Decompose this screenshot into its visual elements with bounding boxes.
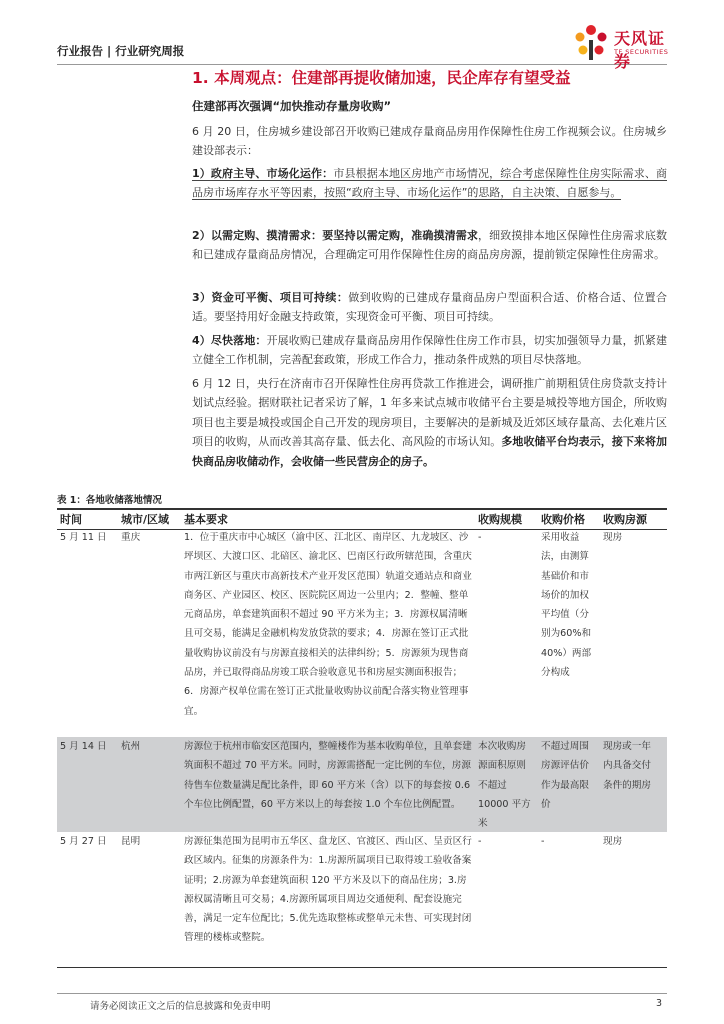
table-caption: 表 1：各地收储落地情况 — [57, 495, 162, 506]
paragraph-1-text: 6 月 20 日，住房城乡建设部召开收购已建成存量商品房用作保障性住房工作视频会议。住房城乡建设部表示： — [192, 125, 667, 158]
cell-requirement: 房源征集范围为昆明市五华区、盘龙区、官渡区、西山区、呈贡区行政区域内。征集的房源条件为：1.房源所属项目已取得竣工验收备案证明；2.房源为单套建筑面积 120 平方米及以下的商品住房；3.房源权属清晰且可交易；4.房源所属项目周边交通便利、配套设施完善，满足一定车位配比；5.优先选取整栋或整单元未售、可实现封闭管理的楼栋或整院。 — [184, 836, 472, 944]
cell-city: 昆明 — [121, 836, 141, 847]
cell-city: 重庆 — [121, 532, 141, 543]
paragraph-3-emphasis: 要坚持以需定购，准确摸清需求 — [322, 229, 478, 242]
cell-requirement: 1．位于重庆市中心城区（渝中区、江北区、南岸区、九龙坡区、沙坪坝区、大渡口区、北碚区、渝北区、巴南区行政所辖范围，含重庆市两江新区与重庆市高新技术产业开发区范围）轨道交通站点和商业商务区、产业园区、校区、医院院区周边一公里内；2．整幢、整单元商品房，单套建筑面积不超过 90 平方米为主；3．房源权属清晰且可交易，能满足金融机构发放贷款的要求；4．房源在签订正式批量收购协议前没有与房源直接相关的法律纠纷；5．房源须为现售商品房，并已取得商品房竣工联合验收意见书和房屋实测面积报告；6．房源产权单位需在签订正式批量收购协议前配合落实物业管理事宜。 — [184, 532, 472, 717]
paragraph-1 — [192, 122, 667, 161]
company-logo — [570, 22, 680, 71]
paragraph-5-text: 开展收购已建成存量商品房用作保障性住房工作市县，切实加强领导力量，抓紧建立健全工作机制，完善配套政策，形成工作合力，推动条件成熟的项目尽快落地。 — [192, 334, 667, 367]
paragraph-2-box — [192, 167, 667, 200]
table-header-price: 收购价格 — [541, 513, 585, 526]
paragraph-2 — [192, 164, 667, 203]
cell-scale: 本次收购房源面积原则不超过 10000 平方米 — [478, 741, 531, 830]
flower-logo-icon — [570, 22, 612, 64]
cell-time: 5 月 27 日 — [60, 836, 107, 847]
paragraph-4-text: 做到收购的已建成存量商品房户型面积合适、价格合适、位置合适。要坚持用好金融支持政策，实现资金可平衡、项目可持续。 — [192, 291, 667, 324]
paragraph-2-text: 市县根据本地区房地产市场情况，综合考虑保障性住房实际需求、商品房市场库存水平等因素，按照“政府主导、市场化运作”的思路，自主决策、自愿参与。 — [192, 167, 667, 200]
table-header-requirement: 基本要求 — [184, 513, 228, 526]
section-title: 1. 本周观点：住建部再提收储加速，民企库存有望受益 — [192, 69, 571, 87]
paragraph-6 — [192, 374, 667, 471]
paragraph-6-text: 6 月 12 日，央行在济南市召开保障性住房再贷款工作推进会，调研推广前期租赁住房贷款支持计划试点经验。据财联社记者采访了解，1 年多来试点城市收储平台主要是城投等地方国企，所收购项目也主要是城投或国企自己开发的现房项目，主要解决的是新城及近郊区域存量高、去化难片区项目的收购，从而改善其高存量、低去化、高风险的市场认知。 — [192, 377, 667, 449]
cell-price: 不超过周围房源评估价作为最高限价 — [541, 741, 589, 810]
page-number: 3 — [656, 998, 663, 1009]
table-top-rule — [57, 508, 667, 510]
paragraph-6-conclusion: 多地收储平台均表示，接下来将加快商品房收储动作，会收储一些民营房企的房子。 — [192, 435, 668, 468]
cell-time: 5 月 14 日 — [60, 741, 107, 752]
logo-name-en: TF SECURITIES — [614, 48, 669, 56]
cell-price: - — [541, 836, 545, 847]
cell-scale: - — [478, 836, 482, 847]
cell-source: 现房 — [603, 836, 623, 847]
paragraph-5-heading: 4）尽快落地： — [192, 334, 267, 347]
table-header-city: 城市/区域 — [121, 513, 170, 526]
table-header-time: 时间 — [60, 513, 82, 526]
table-header-scale: 收购规模 — [478, 513, 522, 526]
table-header-source: 收购房源 — [603, 513, 647, 526]
footer-disclaimer: 请务必阅读正文之后的信息披露和免责申明 — [90, 1001, 271, 1012]
paragraph-2-heading: 1）政府主导、市场化运作： — [192, 167, 334, 180]
paragraph-4-heading: 3）资金可平衡、项目可持续： — [192, 291, 349, 304]
cell-requirement: 房源位于杭州市临安区范围内，整幢楼作为基本收购单位，且单套建筑面积不超过 70 平方米。同时，房源需搭配一定比例的车位，房源待售车位数量满足配比条件，即 60 平方米（含）以下的每套按 0.6 个车位比例配置，60 平方米以上的每套按 1.0 个车位比例配置。 — [184, 741, 472, 810]
table-row — [57, 832, 667, 967]
table-row — [57, 528, 667, 737]
report-category: 行业报告 | 行业研究周报 — [57, 44, 185, 58]
paragraph-3-text: ，细致摸排本地区保障性住房需求底数和已建成存量商品房情况，合理确定可用作保障性住房的商品房房源，提前锁定保障性住房需求。 — [192, 229, 668, 262]
cell-scale: - — [478, 532, 482, 543]
footer-divider — [57, 993, 667, 994]
paragraph-4 — [192, 288, 667, 327]
cell-city: 杭州 — [121, 741, 141, 752]
paragraph-5 — [192, 331, 667, 370]
table-row — [57, 737, 667, 832]
cell-time: 5 月 11 日 — [60, 532, 107, 543]
logo-name-cn: 天风证券 — [614, 29, 666, 71]
section-subtitle: 住建部再次强调“加快推动存量房收购” — [192, 99, 392, 113]
cell-source: 现房或一年内具备交付条件的期房 — [603, 741, 651, 791]
paragraph-3 — [192, 226, 667, 265]
cell-price: 采用收益法，由测算基础价和市场价的加权平均值（分别为60%和40%）两部分构成 — [541, 532, 592, 679]
table-bottom-rule — [57, 967, 667, 968]
cell-source: 现房 — [603, 532, 623, 543]
header-divider — [57, 64, 667, 65]
paragraph-3-heading: 2）以需定购、摸清需求： — [192, 229, 323, 242]
